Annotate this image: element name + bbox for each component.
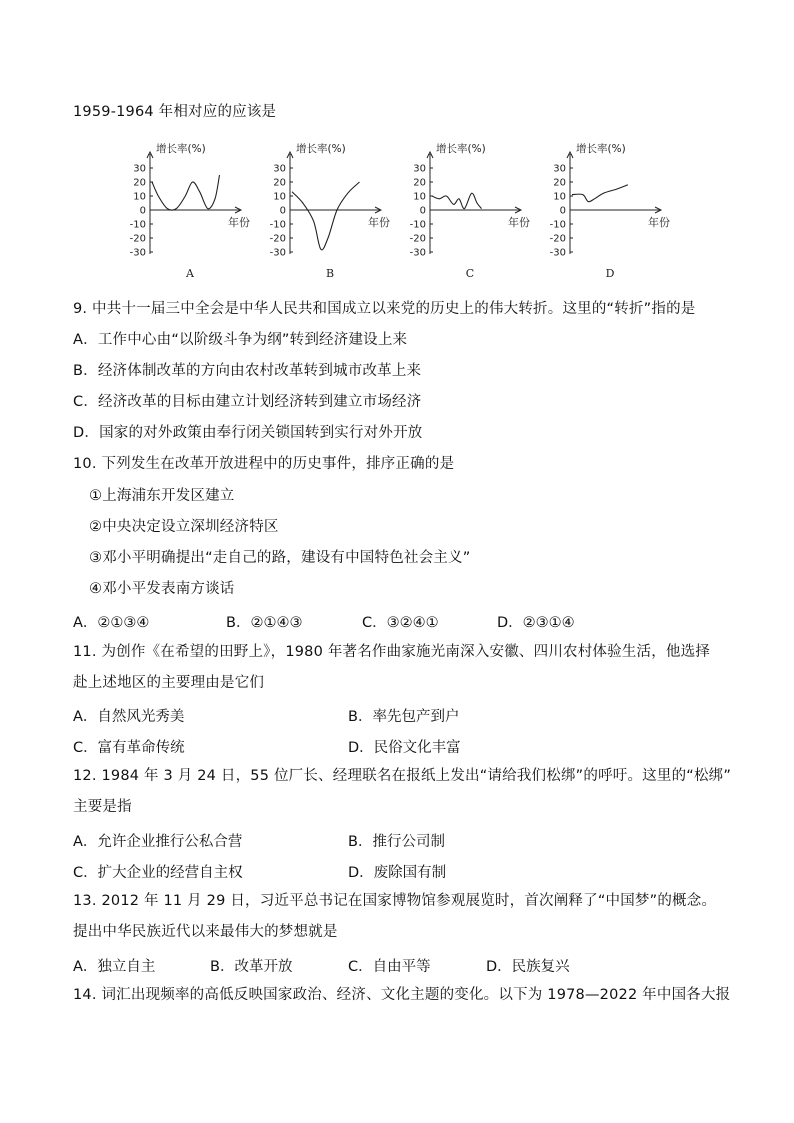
y-tick-label: 30 — [133, 163, 146, 175]
q11-option-b: B．率先包产到户 — [348, 709, 460, 725]
y-tick-label: 20 — [413, 177, 426, 189]
y-tick-label: -20 — [549, 233, 566, 245]
y-tick-label: 0 — [279, 205, 286, 217]
y-tick-label: -30 — [409, 247, 426, 259]
y-tick-label: 10 — [273, 191, 286, 203]
q10-event-1: ①上海浦东开发区建立 — [89, 488, 235, 504]
y-tick-label: 0 — [419, 205, 426, 217]
x-axis-label: 年份 — [508, 216, 530, 229]
y-tick-label: 0 — [139, 205, 146, 217]
y-tick-label: -10 — [549, 219, 566, 231]
intro-text: 1959-1964 年相对应的应该是 — [73, 104, 277, 120]
q13-option-d: D．民族复兴 — [486, 959, 570, 975]
q12-option-a: A．允许企业推行公私合营 — [73, 834, 243, 850]
growth-curve-d — [572, 185, 628, 202]
chart-panel-d — [538, 132, 678, 282]
y-tick-label: 30 — [273, 163, 286, 175]
q10-event-2: ②中央决定设立深圳经济特区 — [89, 519, 279, 535]
y-axis-label: 增长率(%) — [436, 143, 486, 155]
x-axis-label: 年份 — [648, 216, 670, 229]
q9-option-b: B．经济体制改革的方向由农村改革转到城市改革上来 — [73, 363, 422, 379]
y-tick-label: -20 — [129, 233, 146, 245]
y-tick-label: -10 — [129, 219, 146, 231]
y-tick-label: -10 — [409, 219, 426, 231]
q11-option-a: A．自然风光秀美 — [73, 709, 185, 725]
growth-rate-charts — [118, 132, 678, 282]
chart-svg-a — [118, 132, 258, 282]
y-tick-label: -10 — [269, 219, 286, 231]
chart-svg-c — [398, 132, 538, 282]
y-tick-label: 30 — [413, 163, 426, 175]
y-axis-label: 增长率(%) — [576, 143, 626, 155]
chart-panel-b — [258, 132, 398, 282]
q13-stem-line1: 13. 2012 年 11 月 29 日，习近平总书记在国家博物馆参观展览时，首次阐释了“中国梦”的概念。 — [73, 893, 717, 909]
y-tick-label: 20 — [133, 177, 146, 189]
q11-option-d: D．民俗文化丰富 — [348, 740, 461, 756]
y-tick-label: -30 — [549, 247, 566, 259]
q9-stem: 9. 中共十一届三中全会是中华人民共和国成立以来党的历史上的伟大转折。这里的“转折”指的是 — [73, 301, 696, 317]
q10-option-b: B．②①④③ — [226, 615, 303, 631]
y-tick-label: 30 — [553, 163, 566, 175]
q12-option-b: B．推行公司制 — [348, 834, 445, 850]
chart-svg-b — [258, 132, 398, 282]
q10-option-d: D．②③①④ — [497, 615, 575, 631]
q13-option-a: A．独立自主 — [73, 959, 156, 975]
q12-stem-line1: 12. 1984 年 3 月 24 日，55 位厂长、经理联名在报纸上发出“请给我们松绑”的呼吁。这里的“松绑” — [73, 768, 732, 784]
q9-option-a: A．工作中心由“以阶级斗争为纲”转到经济建设上来 — [73, 332, 408, 348]
chart-svg-d — [538, 132, 678, 282]
q11-stem-line1: 11. 为创作《在希望的田野上》，1980 年著名作曲家施光南深入安徽、四川农村体验生活，他选择 — [73, 644, 711, 660]
q10-option-a: A．②①③④ — [73, 615, 150, 631]
growth-curve-a — [152, 175, 220, 210]
y-tick-label: -30 — [269, 247, 286, 259]
q13-option-b: B．改革开放 — [210, 959, 293, 975]
q13-option-c: C．自由平等 — [348, 959, 431, 975]
growth-curve-b — [292, 182, 360, 250]
q10-event-4: ④邓小平发表南方谈话 — [89, 581, 235, 597]
y-tick-label: -30 — [129, 247, 146, 259]
y-tick-label: 20 — [553, 177, 566, 189]
q11-option-c: C．富有革命传统 — [73, 740, 185, 756]
q10-option-c: C．③②④① — [362, 615, 439, 631]
x-axis-label: 年份 — [228, 216, 250, 229]
q12-option-d: D．废除国有制 — [348, 865, 447, 881]
q13-stem-line2: 提出中华民族近代以来最伟大的梦想就是 — [73, 924, 338, 940]
y-tick-label: -20 — [409, 233, 426, 245]
panel-label-a: A — [186, 267, 194, 280]
panel-label-c: C — [465, 267, 475, 280]
q10-stem: 10. 下列发生在改革开放进程中的历史事件，排序正确的是 — [73, 456, 455, 472]
q12-option-c: C．扩大企业的经营自主权 — [73, 865, 243, 881]
q10-event-3: ③邓小平明确提出“走自己的路，建设有中国特色社会主义” — [89, 550, 471, 566]
y-axis-label: 增长率(%) — [296, 143, 346, 155]
y-tick-label: 10 — [133, 191, 146, 203]
growth-curve-c — [432, 193, 482, 209]
y-axis-label: 增长率(%) — [156, 143, 206, 155]
chart-panel-a — [118, 132, 258, 282]
panel-label-b: B — [325, 267, 335, 280]
y-tick-label: -20 — [269, 233, 286, 245]
q11-stem-line2: 赴上述地区的主要理由是它们 — [73, 675, 265, 691]
q14-stem-line1: 14. 词汇出现频率的高低反映国家政治、经济、文化主题的变化。以下为 1978—2022 年中国各大报 — [73, 987, 731, 1003]
y-tick-label: 0 — [559, 205, 566, 217]
y-tick-label: 20 — [273, 177, 286, 189]
y-tick-label: 10 — [413, 191, 426, 203]
y-tick-label: 10 — [553, 191, 566, 203]
chart-panel-c — [398, 132, 538, 282]
q9-option-c: C．经济改革的目标由建立计划经济转到建立市场经济 — [73, 394, 422, 410]
q12-stem-line2: 主要是指 — [73, 799, 132, 815]
q9-option-d: D．国家的对外政策由奉行闭关锁国转到实行对外开放 — [73, 425, 423, 441]
panel-label-d: D — [605, 267, 615, 280]
x-axis-label: 年份 — [368, 216, 390, 229]
